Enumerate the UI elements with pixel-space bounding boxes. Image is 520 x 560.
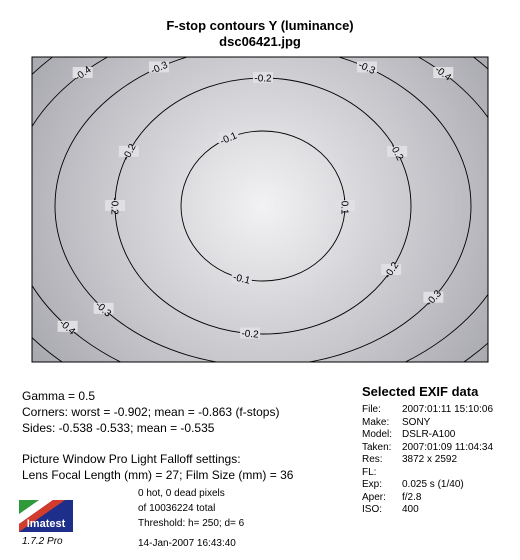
exif-key: Make:	[362, 416, 390, 428]
exif-key: FL:	[362, 466, 377, 478]
exif-value: 0.025 s (1/40)	[402, 479, 464, 490]
exif-title: Selected EXIF data	[362, 384, 479, 399]
exif-key: Aper:	[362, 491, 386, 503]
contour-label: -0.1	[218, 130, 239, 148]
pw-heading: Picture Window Pro Light Falloff settings:	[22, 452, 241, 466]
contour-label: -0.2	[108, 197, 120, 215]
pw-settings: Lens Focal Length (mm) = 27; Film Size (mm) = 36	[22, 468, 294, 482]
exif-value: 2007:01:09 11:04:34	[402, 441, 494, 453]
contour-label: -0.4	[73, 64, 94, 84]
exif-row	[362, 454, 458, 465]
exif-row	[362, 429, 456, 440]
chart-title: F-stop contours Y (luminance)	[166, 18, 354, 33]
version-text: 1.7.2 Pro	[22, 536, 63, 547]
exif-key: Exp:	[362, 479, 383, 490]
exif-row	[362, 491, 422, 503]
contour-label: -0.3	[92, 299, 114, 320]
exif-value: 3872 x 2592	[402, 454, 458, 465]
exif-key: Res:	[362, 454, 383, 465]
exif-value: f/2.8	[402, 491, 422, 503]
exif-key: File:	[362, 404, 381, 415]
gamma-text: Gamma = 0.5	[22, 389, 96, 403]
exif-value: 400	[402, 504, 419, 515]
contour-label: -0.2	[241, 328, 260, 341]
contour-label: -0.1	[231, 272, 252, 287]
contour-label: -0.3	[424, 288, 444, 309]
contour-label: -0.2	[254, 73, 272, 85]
exif-row	[362, 504, 419, 515]
sides-text: Sides: -0.538 -0.533; mean = -0.535	[22, 421, 215, 435]
contour-label: -0.4	[432, 64, 453, 84]
exif-value: 2007:01:11 15:10:06	[402, 404, 494, 415]
exif-value: SONY	[402, 416, 431, 428]
contour-label: -0.1	[338, 197, 350, 215]
threshold-text: Threshold: h= 250; d= 6	[138, 518, 245, 529]
exif-value: DSLR-A100	[402, 429, 456, 440]
contour-label: -0.2	[120, 142, 139, 163]
total-pixels-text: of 10036224 total	[138, 503, 216, 514]
exif-row	[362, 404, 494, 415]
contour-label: -0.2	[382, 260, 402, 281]
logo-text: Imatest	[26, 518, 66, 530]
exif-row	[362, 479, 464, 490]
contour-label: -0.3	[149, 59, 170, 77]
exif-key: Model:	[362, 429, 393, 440]
contour-label: -0.3	[356, 59, 377, 77]
exif-row	[362, 467, 376, 478]
timestamp-text: 14-Jan-2007 16:43:40	[138, 538, 236, 549]
chart-subtitle: dsc06421.jpg	[219, 34, 301, 49]
contour-label: -0.4	[56, 317, 78, 338]
corners-text: Corners: worst = -0.902; mean = -0.863 (f-stops)	[22, 405, 280, 419]
exif-key: ISO:	[362, 504, 383, 515]
exif-key: Taken:	[362, 441, 392, 453]
imatest-logo	[19, 500, 73, 532]
exif-row	[362, 416, 431, 428]
contour-label: -0.2	[387, 142, 406, 163]
exif-row	[362, 441, 494, 453]
pixel-count-text: 0 hot, 0 dead pixels	[138, 488, 225, 499]
plot-area	[32, 57, 488, 362]
